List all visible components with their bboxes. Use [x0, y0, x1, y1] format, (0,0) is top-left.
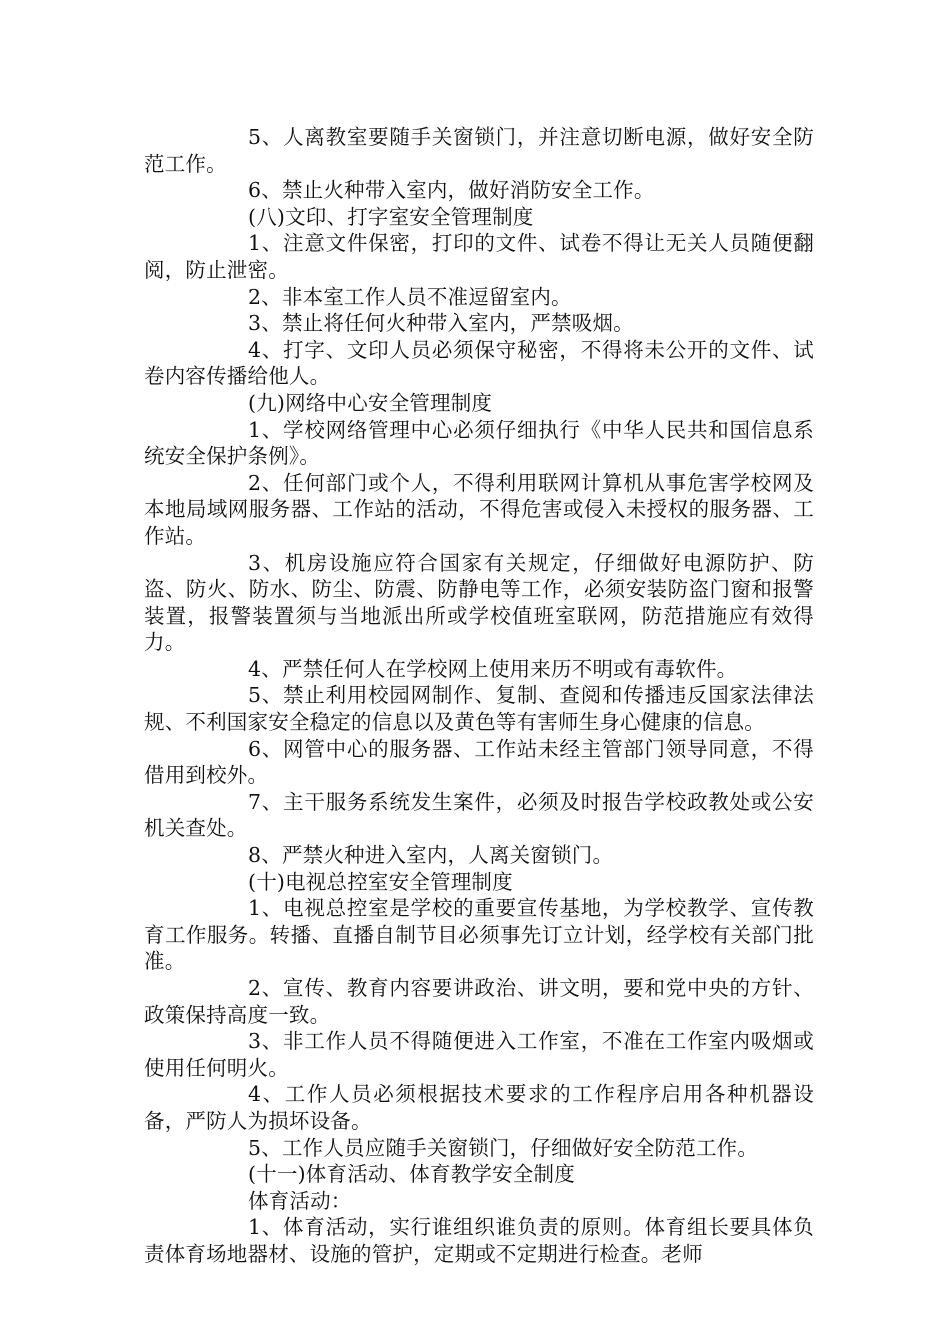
- paragraph: 2、宣传、教育内容要讲政治、讲文明，要和党中央的方针、政策保持高度一致。: [144, 976, 814, 1027]
- paragraph: 1、学校网络管理中心必须仔细执行《中华人民共和国信息系统安全保护条例》。: [144, 417, 814, 469]
- paragraph: 6、网管中心的服务器、工作站未经主管部门领导同意，不得借用到校外。: [144, 736, 814, 788]
- section-heading: (十一)体育活动、体育教学安全制度: [248, 1162, 575, 1187]
- section-heading: (十)电视总控室安全管理制度: [248, 869, 513, 894]
- document-body: [144, 124, 814, 1268]
- paragraph: 2、非本室工作人员不准逗留室内。: [248, 284, 572, 309]
- paragraph: 5、禁止利用校园网制作、复制、查阅和传播违反国家法律法规、不利国家安全稳定的信息以及黄色等有害师生身心健康的信息。: [144, 683, 814, 735]
- paragraph: 4、严禁任何人在学校网上使用来历不明或有毒软件。: [248, 656, 738, 681]
- paragraph: 1、注意文件保密，打印的文件、试卷不得让无关人员随便翻阅，防止泄密。: [144, 231, 814, 282]
- paragraph: 4、打字、文印人员必须保守秘密，不得将未公开的文件、试卷内容传播给他人。: [144, 337, 814, 389]
- paragraph: 3、禁止将任何火种带入室内，严禁吸烟。: [248, 311, 634, 336]
- paragraph: 5、人离教室要随手关窗锁门，并注意切断电源，做好安全防范工作。: [144, 125, 814, 176]
- section-heading: (九)网络中心安全管理制度: [248, 390, 493, 415]
- paragraph: 7、主干服务系统发生案件，必须及时报告学校政教处或公安机关查处。: [144, 789, 814, 841]
- paragraph: 1、电视总控室是学校的重要宣传基地，为学校教学、宣传教育工作服务。转播、直播自制节目必须事先订立计划，经学校有关部门批准。: [144, 896, 814, 974]
- section-heading: (八)文印、打字室安全管理制度: [248, 204, 534, 229]
- paragraph: 2、任何部门或个人，不得利用联网计算机从事危害学校网及本地局域网服务器、工作站的活动，不得危害或侵入未授权的服务器、工作站。: [144, 470, 814, 548]
- paragraph: 5、工作人员应随手关窗锁门，仔细做好安全防范工作。: [248, 1135, 759, 1160]
- paragraph: 3、非工作人员不得随便进入工作室，不准在工作室内吸烟或使用任何明火。: [144, 1029, 814, 1080]
- paragraph: 8、严禁火种进入室内，人离关窗锁门。: [248, 843, 614, 868]
- paragraph: 3、机房设施应符合国家有关规定，仔细做好电源防护、防盗、防火、防水、防尘、防震、防静电等工作，必须安装防盗门窗和报警装置，报警装置须与当地派出所或学校值班室联网，防范措施应有效得力。: [144, 550, 814, 655]
- paragraph: 1、体育活动，实行谁组织谁负责的原则。体育组长要具体负责体育场地器材、设施的管护，定期或不定期进行检查。老师: [144, 1215, 814, 1266]
- subsection-heading: 体育活动：: [248, 1188, 352, 1213]
- paragraph: 4、工作人员必须根据技术要求的工作程序启用各种机器设备，严防人为损坏设备。: [144, 1082, 814, 1133]
- paragraph: 6、禁止火种带入室内，做好消防安全工作。: [248, 178, 655, 203]
